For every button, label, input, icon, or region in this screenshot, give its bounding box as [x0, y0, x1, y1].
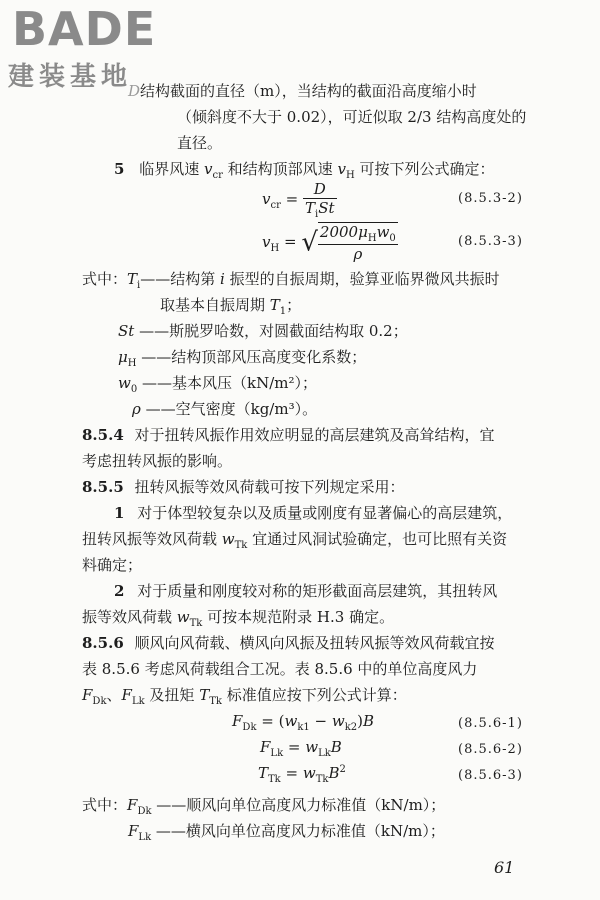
- section-8-5-6-cont2: $F_{Dk}$、$F_{Lk}$ 及扭矩 $T_{Tk}$ 标准值应按下列公式计算：: [82, 686, 407, 707]
- equation-number: (8.5.6-3): [458, 768, 523, 783]
- def-w0: $w_0$ ——基本风压（kN/m²）；: [118, 374, 318, 395]
- page-number: 61: [494, 858, 515, 877]
- def-FDk: 式中：$F_{Dk}$ ——顺风向单位高度风力标准值（kN/m）；: [82, 796, 446, 817]
- section-8-5-6-cont: 表 8.5.6 考虑风荷载组合工况。表 8.5.6 中的单位高度风力: [82, 660, 478, 678]
- section-8-5-4-cont: 考虑扭转风振的影响。: [82, 452, 233, 470]
- section-8-5-5: 8.5.5 扭转风振等效风荷载可按下列规定采用：: [82, 478, 405, 496]
- brand-logo: BADE: [12, 2, 157, 56]
- item-1: 1 对于体型较复杂以及质量或刚度有显著偏心的高层建筑，: [114, 504, 513, 522]
- item-5: 5 临界风速 $v_{cr}$ 和结构顶部风速 $v_H$ 可按下列公式确定：: [114, 160, 495, 181]
- def-muH: $\mu_H$ ——结构顶部风压高度变化系数；: [118, 348, 367, 369]
- item-2-cont: 振等效风荷载 $w_{Tk}$ 可按本规范附录 H.3 确定。: [82, 608, 395, 629]
- equation-FLk: $F_{Lk} = w_{Lk}B$: [260, 738, 342, 759]
- def-FLk: $F_{Lk}$ ——横风向单位高度风力标准值（kN/m）；: [128, 822, 445, 843]
- equation-number: (8.5.3-2): [458, 191, 523, 206]
- def-St: St ——斯脱罗哈数，对圆截面结构取 0.2；: [118, 322, 408, 340]
- def-Ti-line1: 式中：$T_i——$结构第 i 振型的自振周期，验算亚临界微风共振时: [82, 270, 500, 291]
- equation-TTk: $T_{Tk} = w_{Tk}B^2$: [258, 764, 346, 785]
- section-8-5-4: 8.5.4 对于扭转风振作用效应明显的高层建筑及高耸结构，宜: [82, 426, 495, 444]
- equation-number: (8.5.6-2): [458, 742, 523, 757]
- equation-FDk: $F_{Dk} = (w_{k1} - w_{k2})B$: [232, 712, 374, 733]
- item-2: 2 对于质量和刚度较对称的矩形截面高层建筑，其扭转风: [114, 582, 498, 600]
- def-Ti-line2: 取基本自振周期 $T_1$；: [160, 296, 302, 317]
- brand-subtitle: 建装基地: [8, 62, 133, 92]
- section-8-5-6: 8.5.6 顺风向风荷载、横风向风振及扭转风振等效风荷载宜按: [82, 634, 495, 652]
- equation-vcr: $v_{cr}$ = $\frac{D}{T_iSt}$: [262, 180, 335, 220]
- def-D-line1: D结构截面的直径（m），当结构的截面沿高度缩小时: [128, 82, 477, 100]
- def-D-line2: （倾斜度不大于 0.02），可近似取 2/3 结构高度处的: [177, 108, 527, 126]
- item-1-cont: 扭转风振等效风荷载 $w_{Tk}$ 宜通过风洞试验确定，也可比照有关资: [82, 530, 508, 551]
- def-D-line3: 直径。: [177, 134, 223, 152]
- equation-number: (8.5.6-1): [458, 716, 523, 731]
- def-rho: ρ ——空气密度（kg/m³）。: [132, 400, 318, 418]
- equation-number: (8.5.3-3): [458, 234, 523, 249]
- item-1-cont2: 料确定；: [82, 556, 143, 574]
- equation-vH: $v_H$ = √ $\frac{2000\mu_Hw_0}{\rho}$: [262, 223, 396, 263]
